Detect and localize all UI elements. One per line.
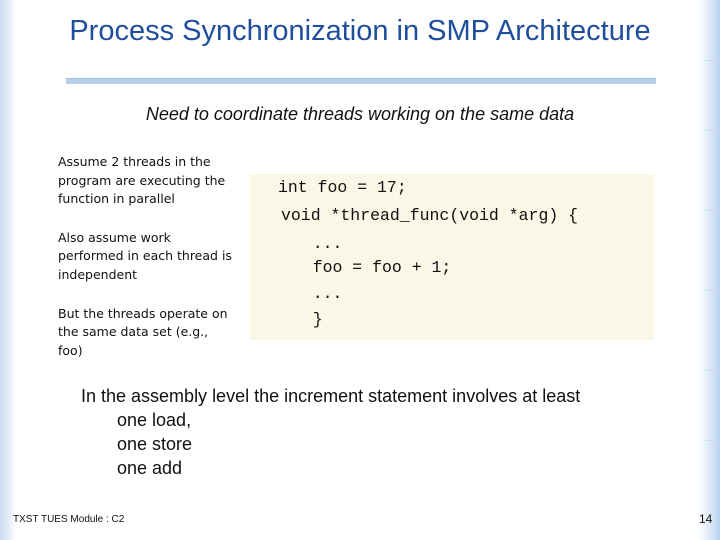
bullet-item: Also assume work performed in each thread is independent: [58, 229, 232, 282]
assembly-step: one store: [117, 434, 193, 454]
slide-title: Process Synchronization in SMP Architecture: [69, 15, 651, 47]
code-line: ...: [283, 234, 343, 253]
assembly-step: one load,: [117, 410, 192, 430]
bullet-list: [58, 153, 233, 360]
assembly-intro: In the assembly level the increment statement involves at least: [81, 386, 581, 406]
page-number: 14: [699, 512, 713, 526]
slide-footer: TXST TUES Module : C2: [13, 514, 125, 525]
bullet-item: Assume 2 threads in the program are executing the function in parallel: [58, 154, 226, 207]
assembly-explanation: [81, 384, 621, 480]
assembly-step: one add: [117, 458, 183, 478]
bullet-item: But the threads operate on the same data set (e.g., foo): [58, 305, 228, 358]
code-line: }: [283, 310, 323, 329]
code-line: foo = foo + 1;: [283, 258, 452, 277]
code-line: void *thread_func(void *arg) {: [281, 206, 579, 225]
code-line: ...: [283, 284, 343, 303]
right-decorative-bar: [698, 0, 720, 540]
left-decorative-bar: [0, 0, 16, 540]
title-underline: [66, 78, 656, 84]
slide-subtitle: Need to coordinate threads working on the same data: [145, 104, 575, 124]
code-line: int foo = 17;: [278, 178, 407, 197]
